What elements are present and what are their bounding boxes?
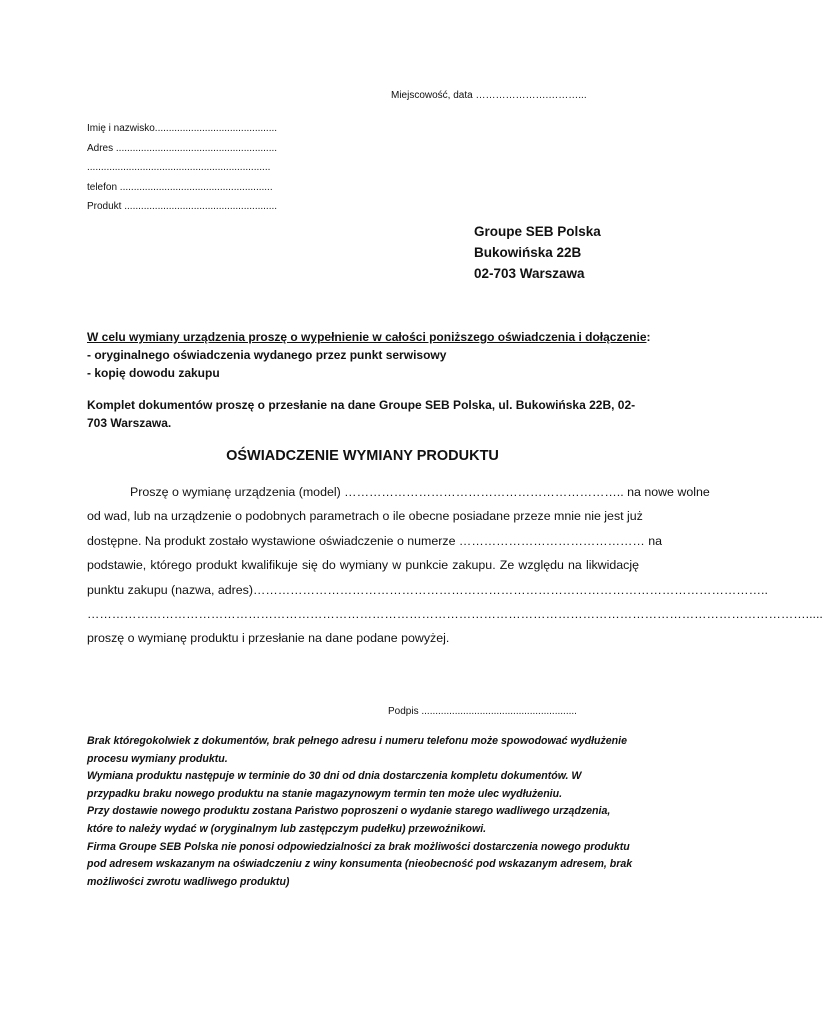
address-field: Adres ..........................................................: [87, 142, 278, 154]
note-line: procesu wymiany produktu.: [87, 752, 228, 765]
note-line: pod adresem wskazanym na oświadczeniu z winy konsumenta (nieobecność pod wskazanym adresem, brak: [87, 858, 633, 871]
intro-heading-colon: :: [646, 330, 651, 344]
intro-instructions: [87, 328, 651, 382]
sender-fields: [87, 119, 277, 217]
intro-heading-text: W celu wymiany urządzenia proszę o wypełnienie w całości poniższego oświadczenia i dołączenie: [87, 330, 647, 344]
statement-line: podstawie, którego produkt kwalifikuje się do wymiany w punkcie zakupu. Ze względu na likwidację: [87, 558, 639, 573]
note-line: Brak któregokolwiek z dokumentów, brak pełnego adresu i numeru telefonu może spowodować wydłużenie: [87, 735, 627, 747]
name-field: Imię i nazwisko............................................: [87, 123, 278, 134]
addressee-city: 02-703 Warszawa: [474, 266, 585, 281]
addressee-block: [474, 221, 601, 284]
note-line: Firma Groupe SEB Polska nie ponosi odpowiedzialności za brak możliwości dostarczenia nowego produktu: [87, 840, 630, 853]
address-field-continued: ..................................................................: [87, 162, 271, 173]
statement-line: proszę o wymianę produktu i przesłanie na dane podane powyżej.: [87, 631, 450, 646]
signature-field: Podpis ........................................................: [388, 706, 577, 717]
statement-body: [87, 480, 823, 651]
note-line: możliwości zwrotu wadliwego produktu): [87, 875, 290, 888]
statement-line: ………………………………………………………………………………………………………………………………………………………….....: [87, 606, 823, 621]
document-title: OŚWIADCZENIE WYMIANY PRODUKTU: [226, 448, 499, 464]
intro-heading: [87, 328, 651, 346]
statement-line: dostępne. Na produkt zostało wystawione oświadczenie o numerze ……………………………………… na: [87, 533, 663, 548]
product-field: Produkt .......................................................: [87, 201, 278, 212]
intro-item-statement: - oryginalnego oświadczenia wydanego przez punkt serwisowy: [87, 348, 447, 362]
statement-line: Proszę o wymianę urządzenia (model) ………………………………………………………….. na nowe wolne: [130, 485, 710, 499]
note-line: które to należy wydać w (oryginalnym lub zastępczym pudełku) przewoźnikowi.: [87, 822, 487, 835]
notes-block: [87, 733, 647, 891]
addressee-street: Bukowińska 22B: [474, 245, 582, 260]
statement-line: punktu zakupu (nazwa, adres)……………………………………………………………………………………………………………..: [87, 582, 768, 597]
note-line: Przy dostawie nowego produktu zostana Państwo poproszeni o wydanie starego wadliwego urządzenia,: [87, 805, 611, 818]
phone-field: telefon .......................................................: [87, 181, 273, 193]
note-line: Wymiana produktu następuje w terminie do 30 dni od dnia dostarczenia kompletu dokumentów. W: [87, 770, 582, 783]
intro-item-receipt: - kopię dowodu zakupu: [87, 366, 220, 380]
send-info: Komplet dokumentów proszę o przesłanie na dane Groupe SEB Polska, ul. Bukowińska 22B, 02-703 Warszawa.: [87, 398, 636, 430]
addressee-company: Groupe SEB Polska: [474, 224, 601, 239]
note-line: przypadku braku nowego produktu na stanie magazynowym termin ten może ulec wydłużeniu.: [87, 787, 563, 800]
place-date-field: Miejscowość, data ………………….………...: [391, 90, 587, 101]
statement-line: od wad, lub na urządzenie o podobnych parametrach o ile obecne posiadane przeze mnie nie jest już: [87, 509, 643, 524]
